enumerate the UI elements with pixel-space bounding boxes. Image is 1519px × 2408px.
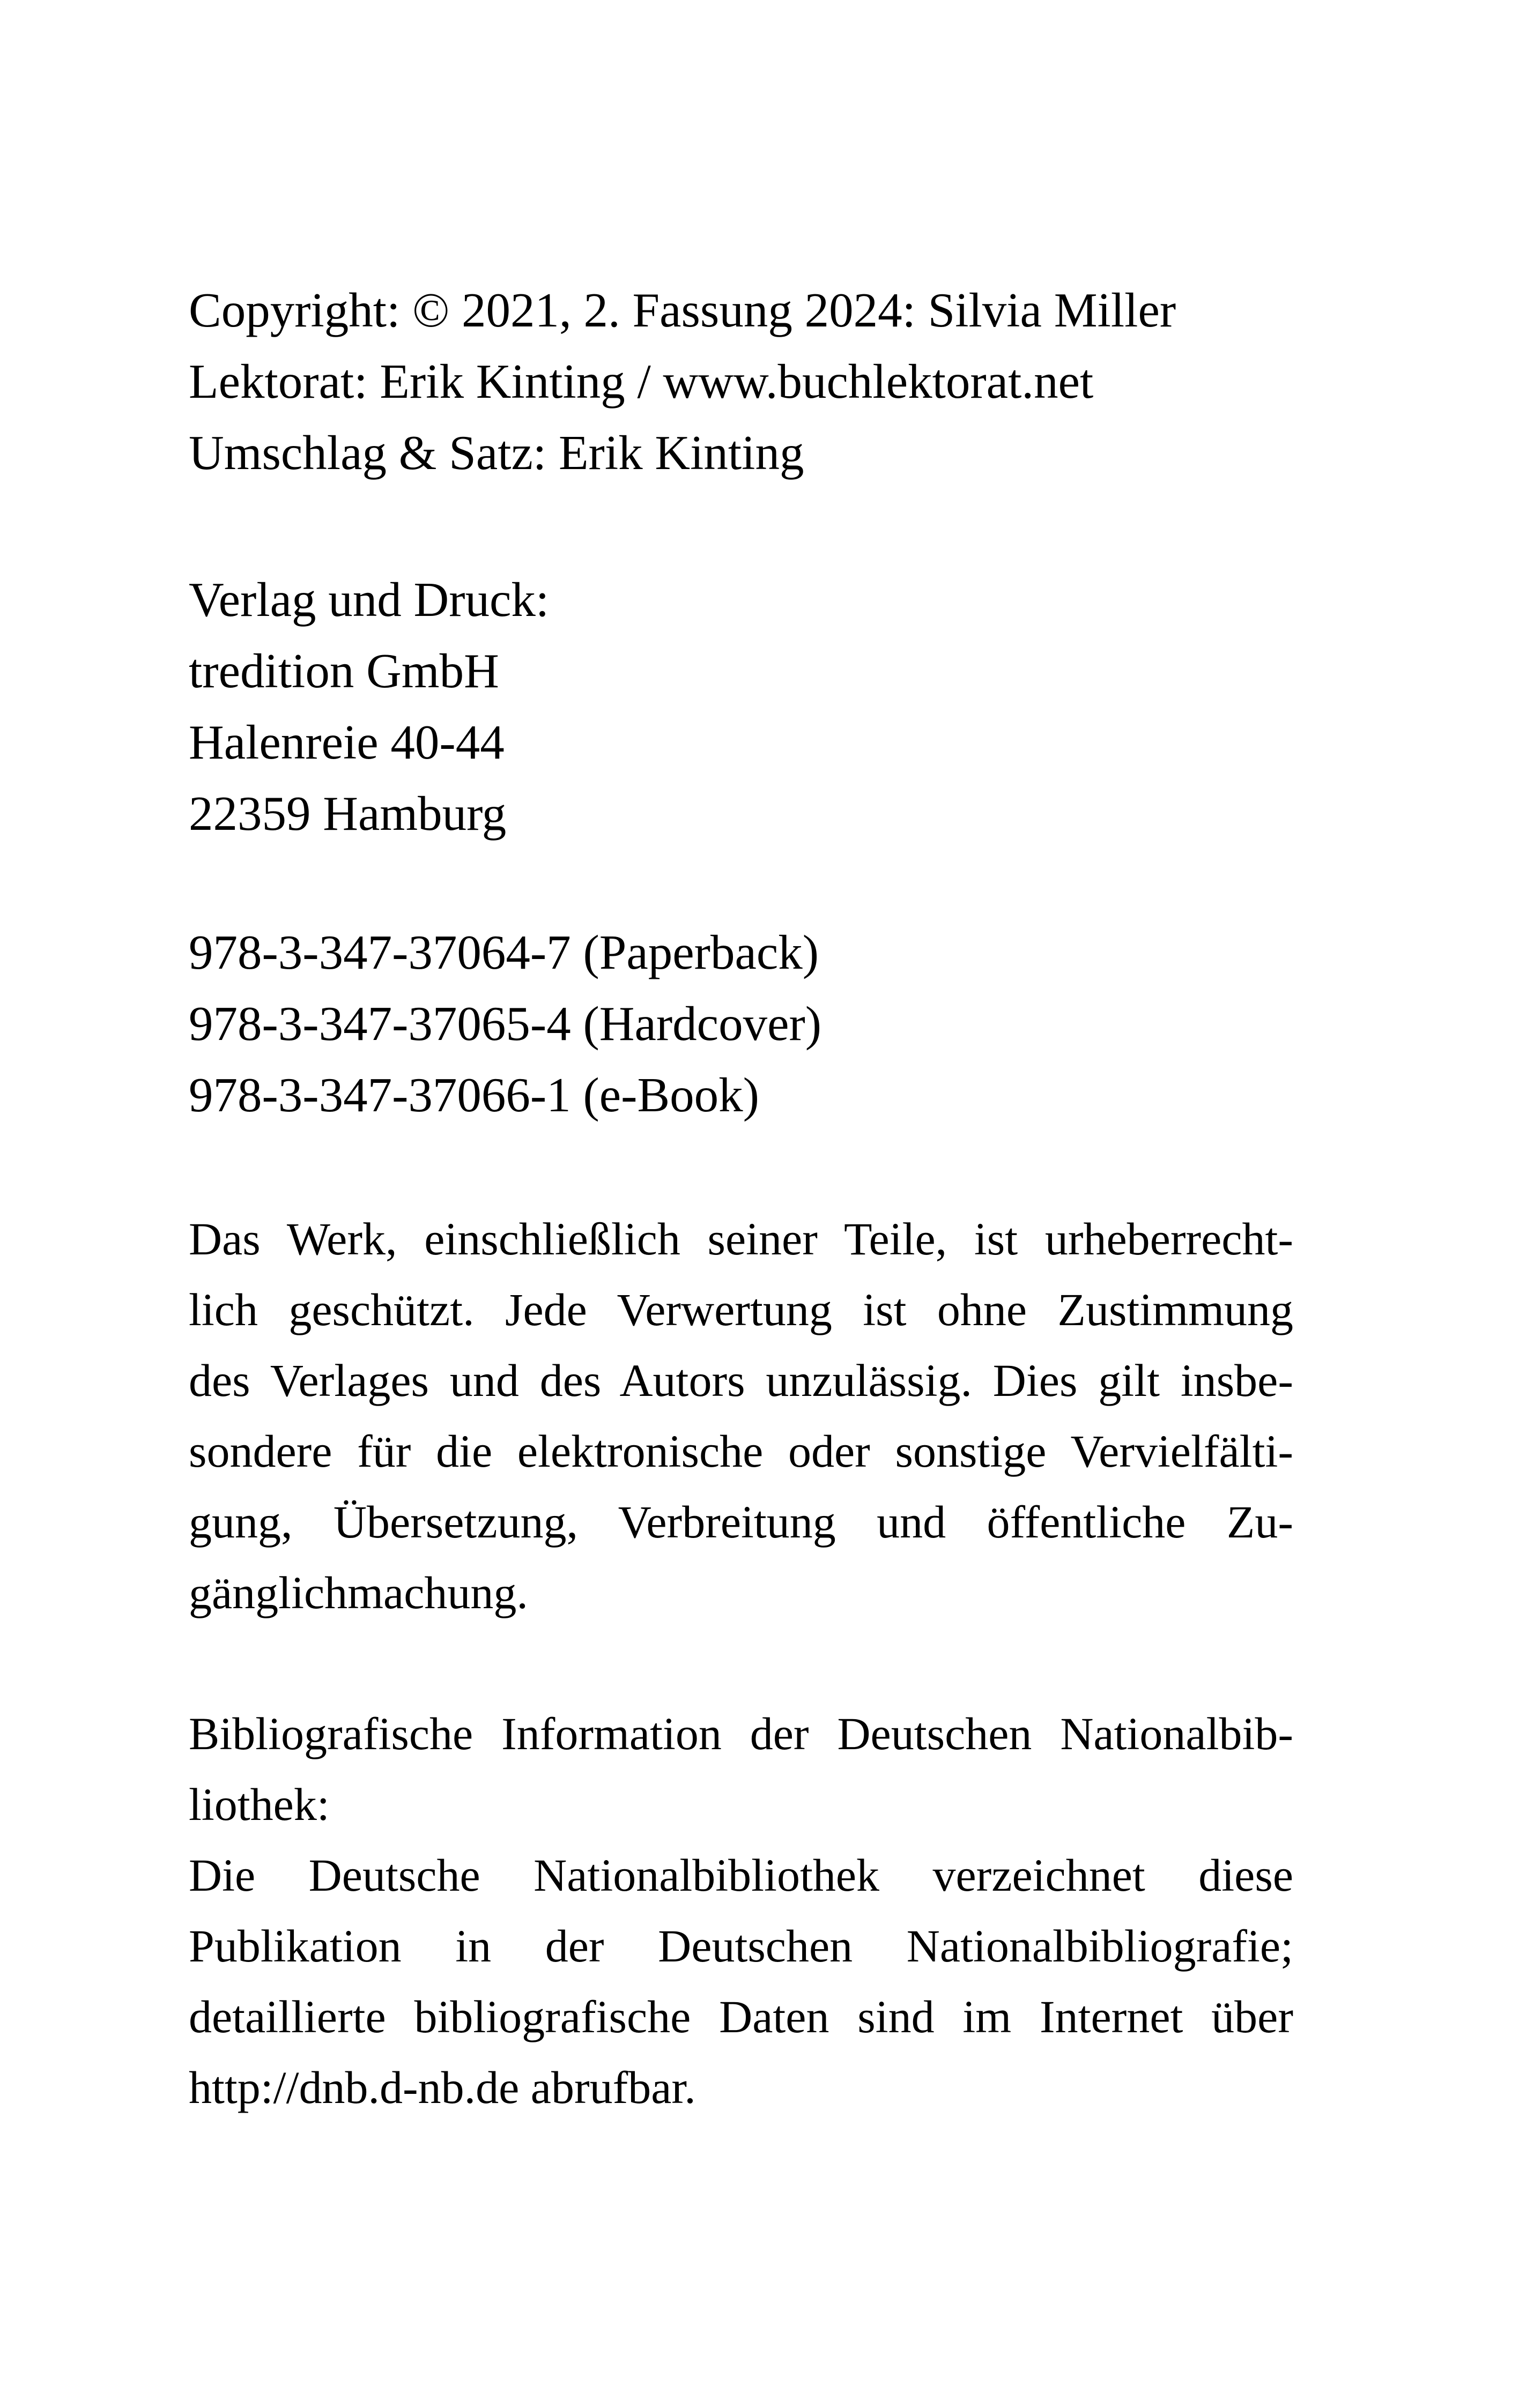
- dnb-line: Publikation in der Deutschen Nationalbibliografie;: [189, 1920, 1293, 1972]
- editing-line: Lektorat: Erik Kinting / www.buchlektorat.net: [189, 354, 1094, 408]
- isbn-ebook: 978-3-347-37066-1 (e-Book): [189, 1068, 759, 1122]
- rights-notice-line: gung, Übersetzung, Verbreitung und öffentliche Zu-: [189, 1496, 1293, 1548]
- rights-notice-line: lich geschützt. Jede Verwertung ist ohne Zustimmung: [189, 1284, 1293, 1335]
- dnb-line: Bibliografische Information der Deutschen Nationalbib-: [189, 1708, 1293, 1759]
- publisher-city: 22359 Hamburg: [189, 786, 507, 841]
- dnb-line: http://dnb.d-nb.de abrufbar.: [189, 2062, 696, 2113]
- publisher-heading: Verlag und Druck:: [189, 573, 550, 627]
- dnb-line: liothek:: [189, 1779, 330, 1830]
- publisher-block: [189, 564, 1293, 849]
- isbn-paperback: 978-3-347-37064-7 (Paperback): [189, 925, 819, 979]
- copyright-line: Copyright: © 2021, 2. Fassung 2024: Silvia Miller: [189, 283, 1176, 337]
- cover-layout-line: Umschlag & Satz: Erik Kinting: [189, 426, 804, 480]
- isbn-block: [189, 917, 1293, 1131]
- isbn-hardcover: 978-3-347-37065-4 (Hardcover): [189, 997, 822, 1051]
- rights-notice-line: sondere für die elektronische oder sonstige Vervielfälti-: [189, 1425, 1293, 1477]
- rights-notice-line: des Verlages und des Autors unzulässig. Dies gilt insbe-: [189, 1355, 1293, 1406]
- publisher-street: Halenreie 40-44: [189, 715, 505, 769]
- credits-block: [189, 274, 1293, 488]
- dnb-information-paragraph: [189, 1698, 1293, 2123]
- rights-notice-paragraph: [189, 1203, 1293, 1628]
- dnb-line: Die Deutsche Nationalbibliothek verzeichnet diese: [189, 1849, 1293, 1901]
- rights-notice-line: gänglichmachung.: [189, 1567, 528, 1618]
- dnb-line: detaillierte bibliografische Daten sind im Internet über: [189, 1991, 1293, 2042]
- publisher-name: tredition GmbH: [189, 644, 499, 698]
- rights-notice-line: Das Werk, einschließlich seiner Teile, ist urheberrecht-: [189, 1213, 1293, 1265]
